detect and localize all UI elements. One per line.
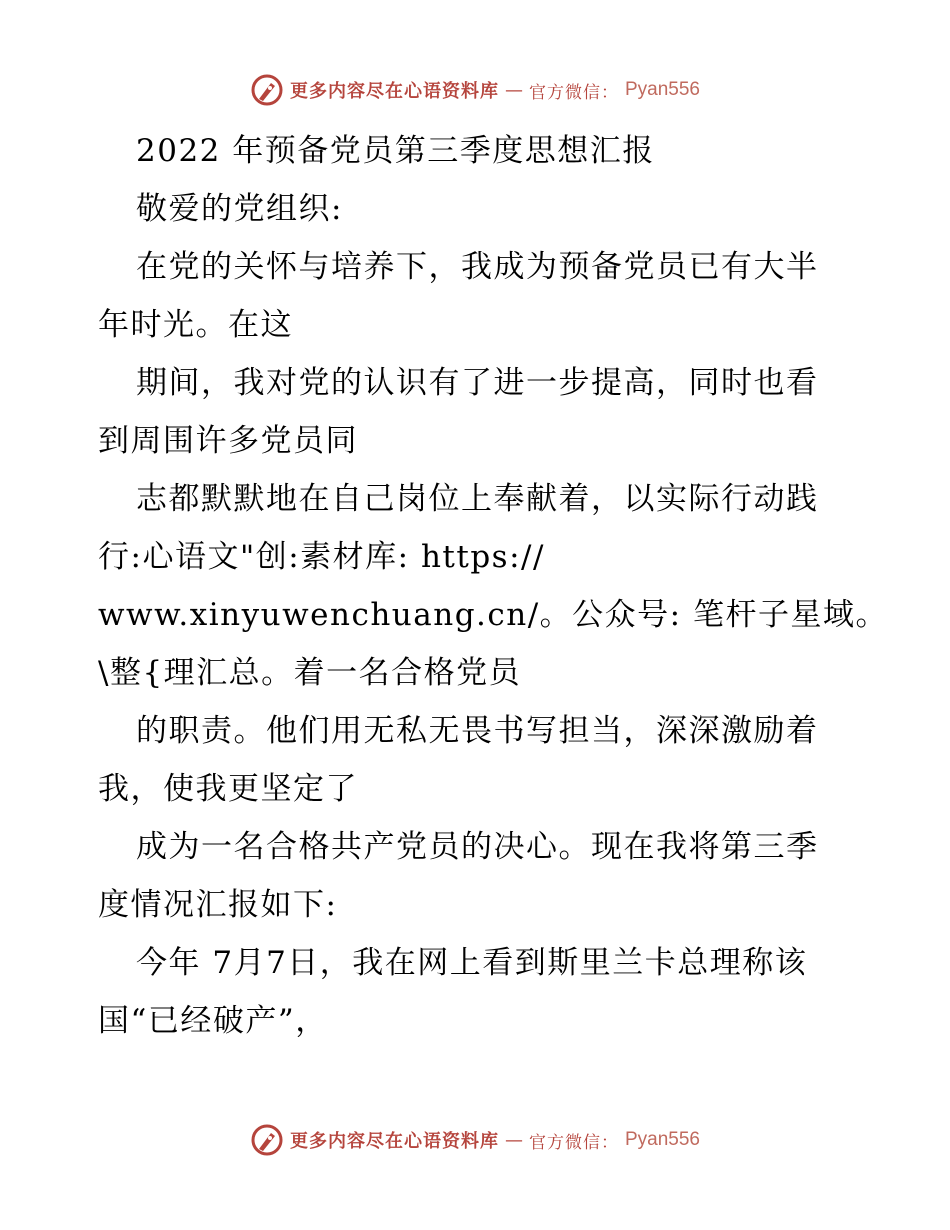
text-line: 志都默默地在自己岗位上奉献着，以实际行动践 [136, 481, 819, 517]
banner-separator: — [504, 1129, 523, 1151]
text-line: 度情况汇报如下: [98, 887, 338, 923]
banner-wechat-label: 官方微信： [528, 1132, 619, 1153]
text-line: 到周围许多党员同 [98, 423, 358, 459]
banner-main-text: 更多内容尽在心语资料库 [289, 1131, 499, 1152]
banner-wechat-id: Pyan556 [624, 79, 700, 100]
text-line: www.xinyuwenchuang.cn/。公众号: 笔杆子星域。 [98, 597, 888, 633]
banner-main-text: 更多内容尽在心语资料库 [289, 81, 499, 102]
text-line: 国“已经破产”， [98, 1003, 328, 1039]
text-line: 期间，我对党的认识有了进一步提高，同时也看 [136, 365, 819, 401]
banner-separator: — [504, 79, 523, 101]
banner-wechat-id: Pyan556 [624, 1129, 700, 1150]
text-line: 成为一名合格共产党员的决心。现在我将第三季 [136, 829, 819, 865]
text-line: \整{理汇总。着一名合格党员 [98, 655, 522, 691]
text-line: 2022 年预备党员第三季度思想汇报 [136, 133, 655, 169]
text-line: 今年 7月7日，我在网上看到斯里兰卡总理称该 [136, 945, 808, 981]
text-line: 行:心语文"创:素材库: https:// [98, 539, 545, 575]
fountain-pen-logo-icon [250, 1123, 284, 1157]
text-line: 我，使我更坚定了 [98, 771, 358, 807]
text-line: 的职责。他们用无私无畏书写担当，深深激励着 [136, 713, 819, 749]
text-line: 年时光。在这 [98, 307, 293, 343]
footer-banner [0, 1120, 950, 1160]
text-line: 敬爱的党组织: [136, 191, 343, 227]
banner-wechat-label: 官方微信： [528, 82, 619, 103]
fountain-pen-logo-icon [250, 73, 284, 107]
document-body [98, 122, 888, 1050]
header-banner [0, 70, 950, 110]
text-line: 在党的关怀与培养下，我成为预备党员已有大半 [136, 249, 819, 285]
